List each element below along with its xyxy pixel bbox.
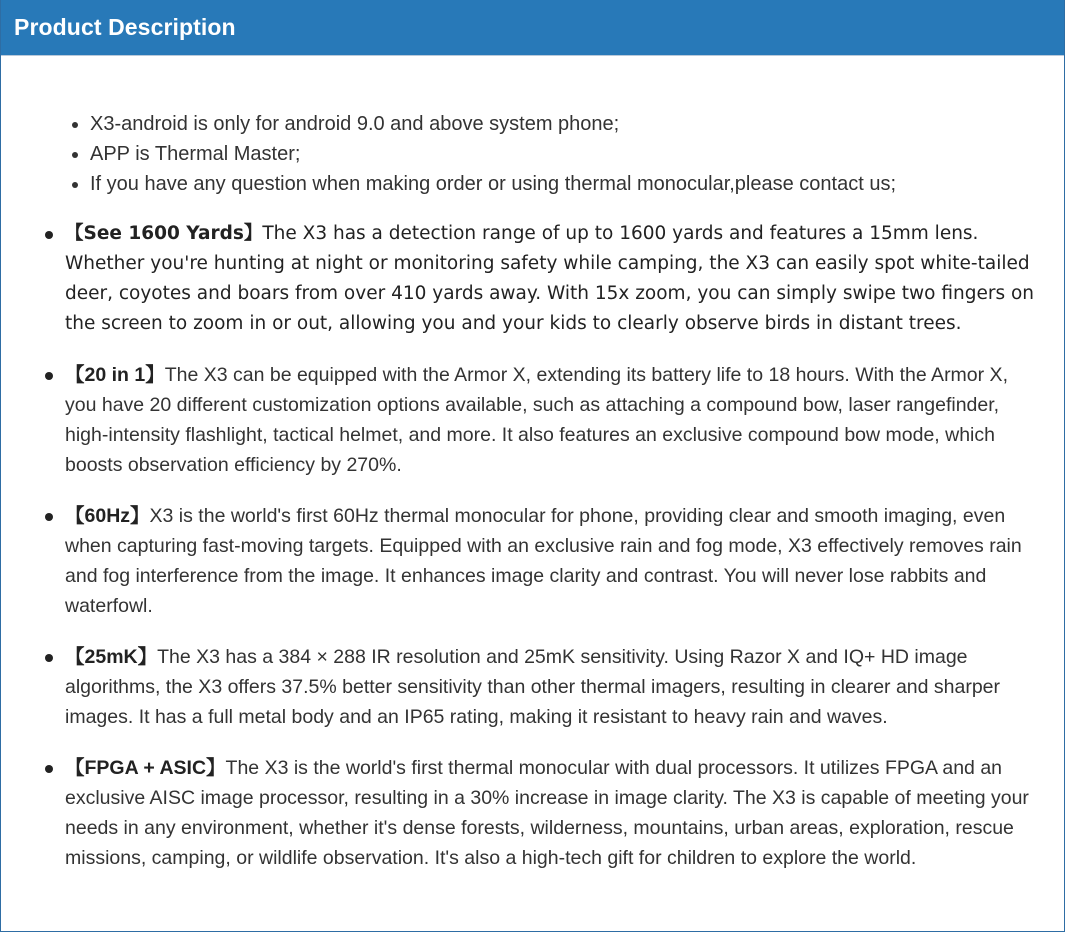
bullet-icon [45, 372, 53, 380]
feature-tag: 【60Hz】 [65, 505, 150, 527]
bullet-icon [45, 231, 53, 239]
feature-text: X3 is the world's first 60Hz thermal monocular for phone, providing clear and smooth imaging, even when capturing fast-moving targets. Equipped with an exclusive rain and fog mode, X3 effectively removes rain and fog interference from the image. It enhances image clarity and contrast. You will never lose rabbits and waterfowl. [65, 505, 1022, 617]
feature-item [65, 642, 1040, 732]
section-header [1, 0, 1064, 56]
note-item: • If you have any question when making order or using thermal monocular,please contact us; [90, 169, 896, 199]
feature-text: The X3 has a 384 × 288 IR resolution and 25mK sensitivity. Using Razor X and IQ+ HD image algorithms, the X3 offers 37.5% better sensitivity than other thermal imagers, resulting in clearer and sharper images. It has a full metal body and an IP65 rating, making it resistant to heavy rain and waves. [65, 646, 1001, 728]
notes-list [90, 109, 896, 199]
bullet-icon [45, 654, 53, 662]
feature-item [65, 360, 1040, 480]
feature-item [65, 501, 1040, 621]
feature-text: The X3 can be equipped with the Armor X, extending its battery life to 18 hours. With the Armor X, you have 20 different customization options available, such as attaching a compound bow, laser rangefinder, high-intensity flashlight, tactical helmet, and more. It also features an exclusive compound bow mode, which boosts observation efficiency by 270%. [65, 364, 1008, 476]
feature-tag: 【FPGA + ASIC】 [65, 757, 226, 779]
bullet-icon [45, 765, 53, 773]
feature-item [65, 753, 1040, 873]
bullet-icon [45, 513, 53, 521]
note-item: • APP is Thermal Master; [90, 139, 896, 169]
feature-tag: 【See 1600 Yards】 [65, 223, 263, 244]
feature-item [65, 219, 1040, 339]
feature-tag: 【20 in 1】 [65, 364, 165, 386]
features-list [65, 219, 1040, 894]
feature-tag: 【25mK】 [65, 646, 158, 668]
section-title: Product Description [14, 14, 236, 40]
feature-text: The X3 has a detection range of up to 1600 yards and features a 15mm lens. Whether you're hunting at night or monitoring safety while camping, the X3 can easily spot white-tailed deer, coyotes and boars from over 410 yards away. With 15x zoom, you can simply swipe two fingers on the screen to zoom in or out, allowing you and your kids to clearly observe birds in distant trees. [65, 223, 1035, 334]
note-item: • X3-android is only for android 9.0 and above system phone; [90, 109, 896, 139]
feature-text: The X3 is the world's first thermal monocular with dual processors. It utilizes FPGA and an exclusive AISC image processor, resulting in a 30% increase in image clarity. The X3 is capable of meeting your needs in any environment, whether it's dense forests, wilderness, mountains, urban areas, exploration, rescue missions, camping, or wildlife observation. It's also a high-tech gift for children to explore the world. [65, 757, 1029, 869]
